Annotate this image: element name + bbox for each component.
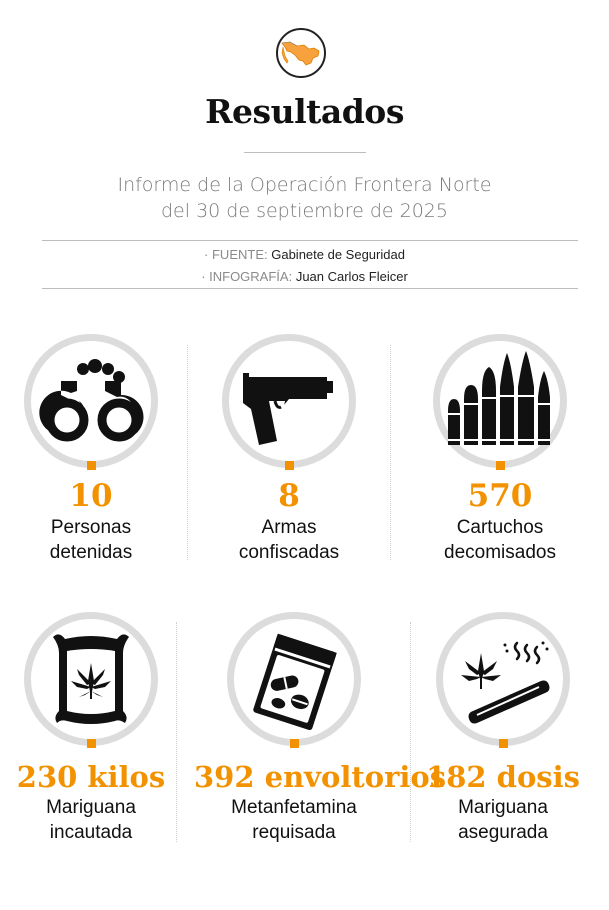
accent-tick [87, 461, 96, 470]
marijuana-sack-icon [31, 619, 151, 739]
infographic-credit [0, 269, 609, 284]
joint-leaf-icon [443, 619, 563, 739]
accent-tick [496, 461, 505, 470]
icon-ring [222, 334, 356, 468]
accent-tick [87, 739, 96, 748]
stat-label-line-2: asegurada [458, 822, 548, 843]
stat-card-mariguana-dosis [403, 612, 603, 852]
credits-top-divider [42, 240, 578, 241]
page-title: Resultados [205, 92, 404, 131]
stat-value: 10 [69, 478, 113, 514]
stat-value: 182 dosis [426, 760, 580, 794]
pills-bag-icon [234, 619, 354, 739]
header [0, 0, 609, 300]
stat-label-line-1: Armas [261, 517, 317, 538]
pistol-icon [229, 341, 349, 461]
stat-label-line-2: detenidas [49, 542, 133, 563]
stat-card-armas [189, 334, 389, 574]
stat-label-line-1: Cartuchos [456, 517, 544, 538]
subtitle-line-1: Informe de la Operación Frontera Norte [117, 174, 492, 196]
source-value: Gabinete de Seguridad [271, 247, 405, 262]
infographic-key: · INFOGRAFÍA: [201, 269, 293, 284]
stat-value: 570 [467, 478, 533, 514]
icon-ring [227, 612, 361, 746]
stat-label-line-2: decomisados [444, 542, 556, 563]
stat-label-line-2: incautada [49, 822, 133, 843]
icon-ring [436, 612, 570, 746]
stat-card-mariguana-kilos [0, 612, 191, 852]
icon-ring [24, 334, 158, 468]
column-separator [390, 345, 391, 560]
handcuffs-icon [31, 341, 151, 461]
bullets-icon [440, 341, 560, 461]
stat-label-line-1: Personas [50, 517, 132, 538]
source-key: · FUENTE: [204, 247, 268, 262]
accent-tick [285, 461, 294, 470]
stat-label-line-1: Mariguana [458, 797, 548, 818]
stat-label-line-2: requisada [252, 822, 336, 843]
infographic-value: Juan Carlos Fleicer [295, 269, 408, 284]
stat-label-line-1: Mariguana [46, 797, 136, 818]
subtitle-line-2: del 30 de septiembre de 2025 [161, 200, 448, 222]
stat-value: 230 kilos [16, 760, 166, 794]
stat-value: 8 [278, 478, 300, 514]
accent-tick [290, 739, 299, 748]
accent-tick [499, 739, 508, 748]
stat-card-detenidos [0, 334, 191, 574]
icon-ring [24, 612, 158, 746]
stat-card-metanfetamina [194, 612, 447, 852]
source-credit [0, 247, 609, 262]
stat-card-cartuchos [400, 334, 600, 574]
mexico-map-icon [276, 28, 326, 78]
title-divider [244, 152, 366, 153]
stat-label-line-1: Metanfetamina [231, 797, 357, 818]
icon-ring [433, 334, 567, 468]
credits-bottom-divider [42, 288, 578, 289]
stat-label-line-2: confiscadas [238, 542, 340, 563]
stat-value: 392 envoltorios [194, 760, 447, 794]
